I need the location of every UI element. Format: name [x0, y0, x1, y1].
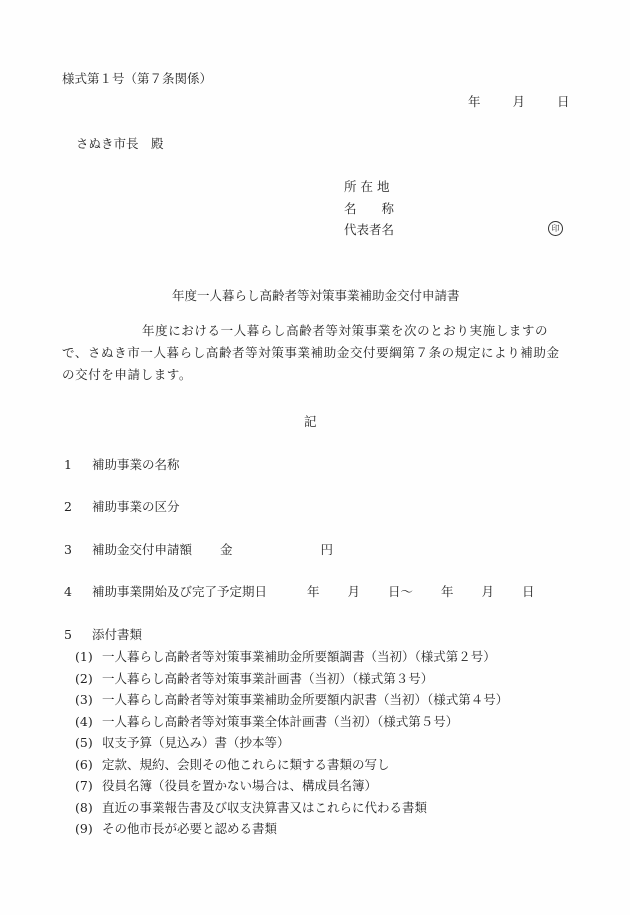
form-number: 様式第１号（第７条関係） [62, 71, 213, 86]
attachment-item: (7) 役員名簿（役員を置かない場合は、構成員名簿） [75, 778, 378, 793]
attachment-item: (9) その他市長が必要と認める書類 [75, 821, 278, 836]
date-year: 年 [468, 94, 481, 109]
date-day: 日 [557, 94, 570, 109]
applicant-address-label: 所 在 地 [344, 179, 390, 194]
item-2: 2 補助事業の区分 [64, 499, 180, 514]
ki-heading: 記 [304, 414, 317, 429]
body-text: 年度における一人暮らし高齢者等対策事業を次のとおり実施しますので、さぬき市一人暮らし高齢者等対策事業補助金交付要綱第７条の規定により補助金の交付を申請します。 [62, 323, 560, 382]
attachment-item: (2) 一人暮らし高齢者等対策事業計画書（当初）（様式第３号） [75, 671, 434, 686]
attachment-item: (6) 定款、規約、会則その他これらに類する書類の写し [75, 757, 390, 772]
body-paragraph [62, 320, 562, 386]
document-title: 年度一人暮らし高齢者等対策事業補助金交付申請書 [172, 288, 460, 303]
item-1: 1 補助事業の名称 [64, 457, 180, 472]
attachment-item: (8) 直近の事業報告書及び収支決算書又はこれらに代わる書類 [75, 800, 428, 815]
attachment-item: (4) 一人暮らし高齢者等対策事業全体計画書（当初）（様式第５号） [75, 714, 459, 729]
date-month: 月 [512, 94, 526, 109]
applicant-name-label: 名 称 [344, 201, 395, 216]
applicant-representative-label: 代表者名 [344, 222, 395, 237]
item-5: 5 添付書類 [64, 627, 142, 642]
amount-suffix: 円 [320, 542, 333, 557]
attachment-item: (3) 一人暮らし高齢者等対策事業補助金所要額内訳書（当初）（様式第４号） [75, 692, 509, 707]
addressee: さぬき市長 殿 [76, 136, 164, 151]
attachment-item: (1) 一人暮らし高齢者等対策事業補助金所要額調書（当初）（様式第２号） [75, 649, 496, 664]
item-4: 4 補助事業開始及び完了予定期日 年 月 日〜 年 月 日 [64, 584, 535, 599]
date-line [468, 92, 570, 110]
seal-icon: 印 [548, 221, 563, 236]
item-3: 3 補助金交付申請額 金 円 [64, 542, 333, 557]
attachment-item: (5) 収支予算（見込み）書（抄本等） [75, 735, 290, 750]
amount-prefix: 金 [219, 542, 233, 557]
